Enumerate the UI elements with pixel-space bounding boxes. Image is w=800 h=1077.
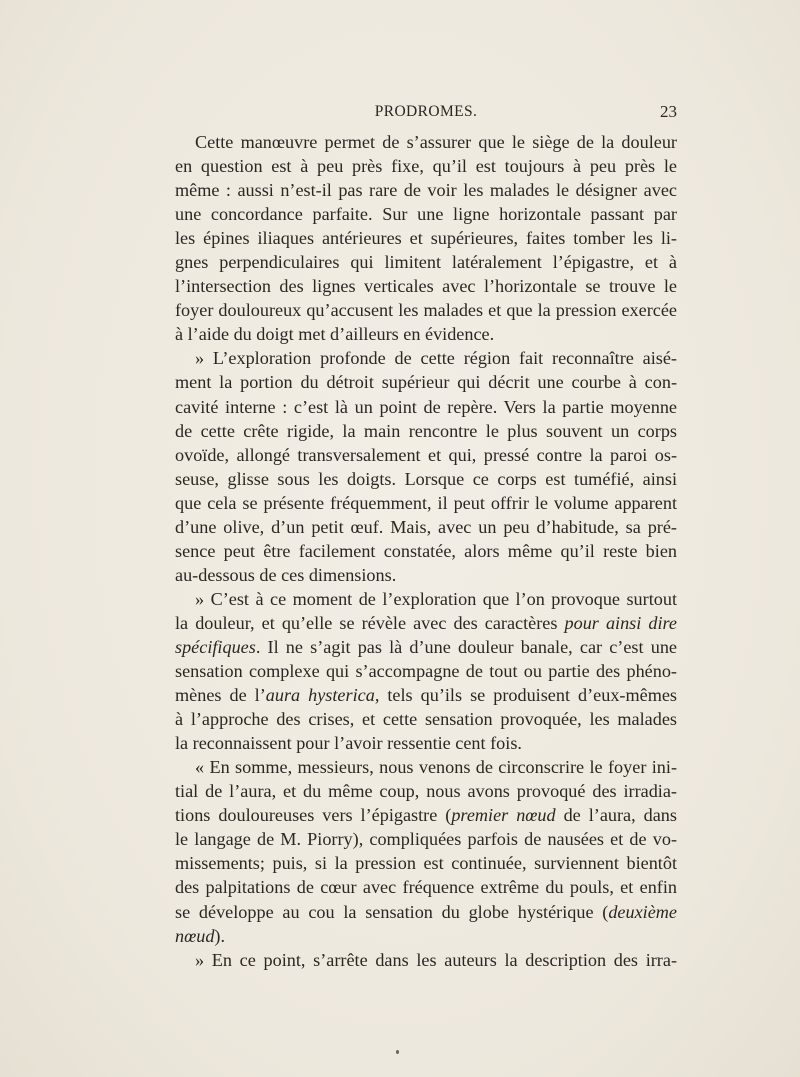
italic-phrase: spécifiques	[175, 636, 256, 657]
text-line: le langage de M. Piorry), compliquées parfois de nausées et de vo-	[175, 829, 677, 850]
italic-phrase: premier nœud	[451, 805, 556, 826]
page-number: 23	[660, 102, 677, 121]
text-line: en question est à peu près fixe, qu’il est toujours à peu près le	[175, 156, 677, 177]
text-line: « En somme, messieurs, nous venons de circonscrire le foyer ini-	[195, 757, 677, 778]
text-line: à l’approche des crises, et cette sensation provoquée, les malades	[175, 709, 677, 730]
text-line: ovoïde, allongé transversalement et qui, pressé contre la paroi os-	[175, 444, 677, 465]
text-line: tions douloureuses vers l’épigastre (premier nœud de l’aura, dans	[175, 805, 677, 826]
italic-phrase: aura hysterica	[265, 685, 375, 706]
text-line: sence peut être facilement constatée, alors même qu’il reste bien	[175, 540, 677, 561]
text-line: tial de l’aura, et du même coup, nous avons provoqué des irradia-	[175, 781, 677, 802]
text-line: à l’aide du doigt met d’ailleurs en évidence.	[175, 324, 495, 345]
text-line: » L’exploration profonde de cette région fait reconnaître aisé-	[195, 348, 677, 369]
text-line: une concordance parfaite. Sur une ligne horizontale passant par	[175, 204, 677, 225]
text-line: missements; puis, si la pression est continuée, surviennent bientôt	[175, 853, 677, 874]
text-line: » En ce point, s’arrête dans les auteurs la description des irra-	[195, 949, 677, 970]
text-line: au-dessous de ces dimensions.	[175, 564, 397, 585]
text-line: mènes de l’aura hysterica, tels qu’ils se produisent d’eux-mêmes	[175, 685, 677, 706]
italic-phrase: pour ainsi dire	[564, 612, 677, 633]
text-line: l’intersection des lignes verticales avec l’horizontale se trouve le	[175, 276, 677, 297]
text-line: des palpitations de cœur avec fréquence extrême du pouls, et enfin	[175, 877, 677, 898]
text-line: se développe au cou la sensation du globe hystérique (deuxième	[175, 901, 677, 922]
text-line: même : aussi n’est-il pas rare de voir les malades le désigner avec	[175, 180, 677, 201]
page-header	[175, 100, 677, 124]
text-line: Cette manœuvre permet de s’assurer que le siège de la douleur	[195, 132, 677, 152]
text-line: de cette crête rigide, la main rencontre le plus souvent un corps	[175, 420, 677, 441]
body-text	[175, 130, 677, 972]
text-line: cavité interne : c’est là un point de repère. Vers la partie moyenne	[175, 396, 677, 417]
ink-speck	[396, 1050, 399, 1054]
text-line: d’une olive, d’un petit œuf. Mais, avec un peu d’habitude, sa pré-	[175, 516, 677, 537]
text-line: seuse, glisse sous les doigts. Lorsque ce corps est tuméfié, ainsi	[175, 468, 677, 489]
text-line: sensation complexe qui s’accompagne de tout ou partie des phéno-	[175, 661, 677, 682]
text-line: les épines iliaques antérieures et supérieures, faites tomber les li-	[175, 228, 677, 249]
text-line: nœud).	[175, 925, 226, 946]
text-line: la douleur, et qu’elle se révèle avec des caractères pour ainsi dire	[175, 612, 677, 633]
text-line: que cela se présente fréquemment, il peut offrir le volume apparent	[175, 492, 677, 513]
running-head: PRODROMES.	[374, 103, 478, 120]
text-line: gnes perpendiculaires qui limitent latéralement l’épigastre, et à	[175, 252, 677, 273]
text-line: la reconnaissent pour l’avoir ressentie cent fois.	[175, 733, 522, 754]
text-line: spécifiques. Il ne s’agit pas là d’une douleur banale, car c’est une	[175, 636, 677, 657]
text-line: foyer douloureux qu’accusent les malades et que la pression exercée	[175, 300, 677, 321]
text-line: » C’est à ce moment de l’exploration que l’on provoque surtout	[195, 588, 677, 609]
italic-phrase: deuxième	[608, 901, 677, 922]
italic-phrase: nœud	[175, 925, 215, 946]
text-line: ment la portion du détroit supérieur qui décrit une courbe à con-	[175, 372, 677, 393]
